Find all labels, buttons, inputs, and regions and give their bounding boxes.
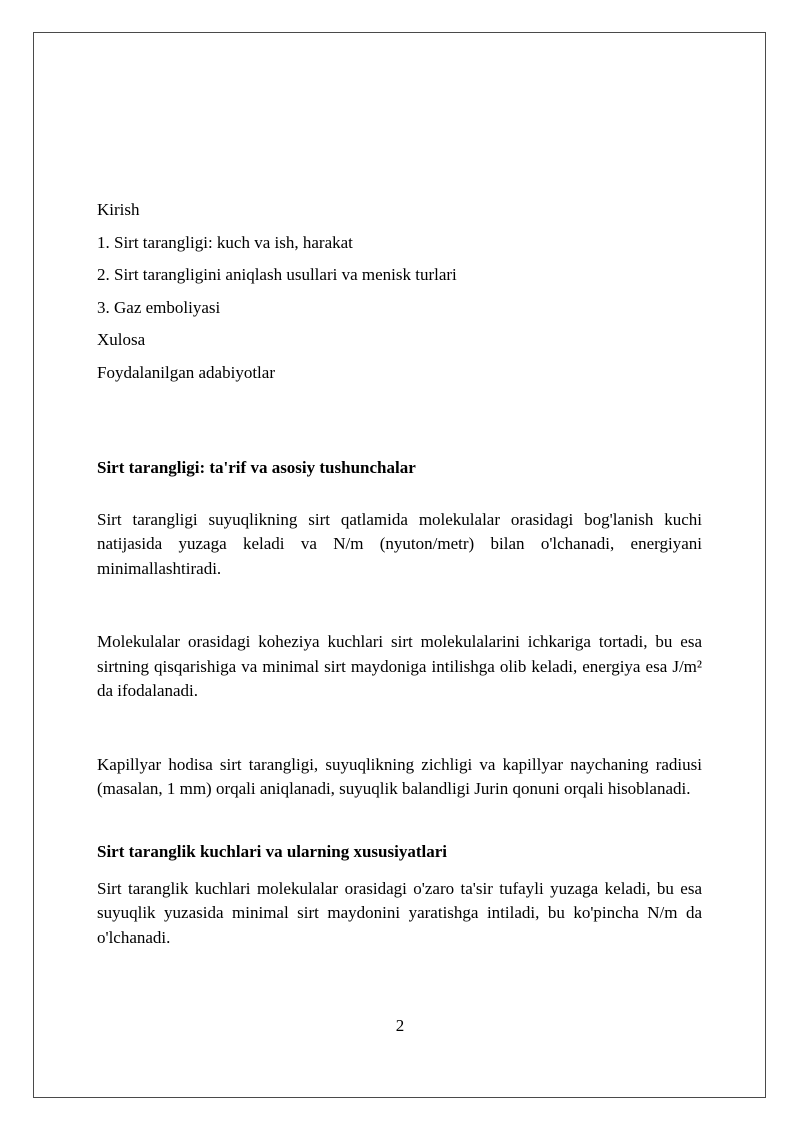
table-of-contents xyxy=(97,200,702,383)
section-1-heading: Sirt tarangligi: ta'rif va asosiy tushunchalar xyxy=(97,457,416,477)
toc-item-chapter-2: 2. Sirt tarangligini aniqlash usullari va menisk turlari xyxy=(97,265,457,284)
section-2-paragraph-1: Sirt taranglik kuchlari molekulalar orasidagi o'zaro ta'sir tufayli yuzaga keladi, bu esa suyuqlik yuzasida minimal sirt maydonini yaratishga intiladi, bu ko'pincha N/m da o'lchanadi. xyxy=(97,878,702,947)
toc-item-chapter-1: 1. Sirt tarangligi: kuch va ish, harakat xyxy=(97,232,353,252)
document-content xyxy=(97,200,702,950)
toc-item-chapter-3: 3. Gaz emboliyasi xyxy=(97,297,221,317)
section-2-heading: Sirt taranglik kuchlari va ularning xususiyatlari xyxy=(97,841,447,861)
toc-item-references: Foydalanilgan adabiyotlar xyxy=(97,362,275,382)
section-1-paragraph-3: Kapillyar hodisa sirt tarangligi, suyuqlikning zichligi va kapillyar naychaning radiusi (masalan, 1 mm) orqali aniqlanadi, suyuqlik balandligi Jurin qonuni orqali hisoblanadi. xyxy=(97,754,702,798)
section-1-paragraph-1: Sirt tarangligi suyuqlikning sirt qatlamida molekulalar orasidagi bog'lanish kuchi natijasida yuzaga keladi va N/m (nyuton/metr) bilan o'lchanadi, energiyani minimallashtiradi. xyxy=(97,509,702,578)
section-1-paragraph-2: Molekulalar orasidagi koheziya kuchlari sirt molekulalarini ichkariga tortadi, bu esa sirtning qisqarishiga va minimal sirt maydoniga intilishga olib keladi, energiya esa J/m² da ifodalanadi. xyxy=(97,632,702,700)
toc-item-conclusion: Xulosa xyxy=(97,330,146,349)
toc-item-introduction: Kirish xyxy=(97,200,140,219)
page-number: 2 xyxy=(395,1016,405,1035)
